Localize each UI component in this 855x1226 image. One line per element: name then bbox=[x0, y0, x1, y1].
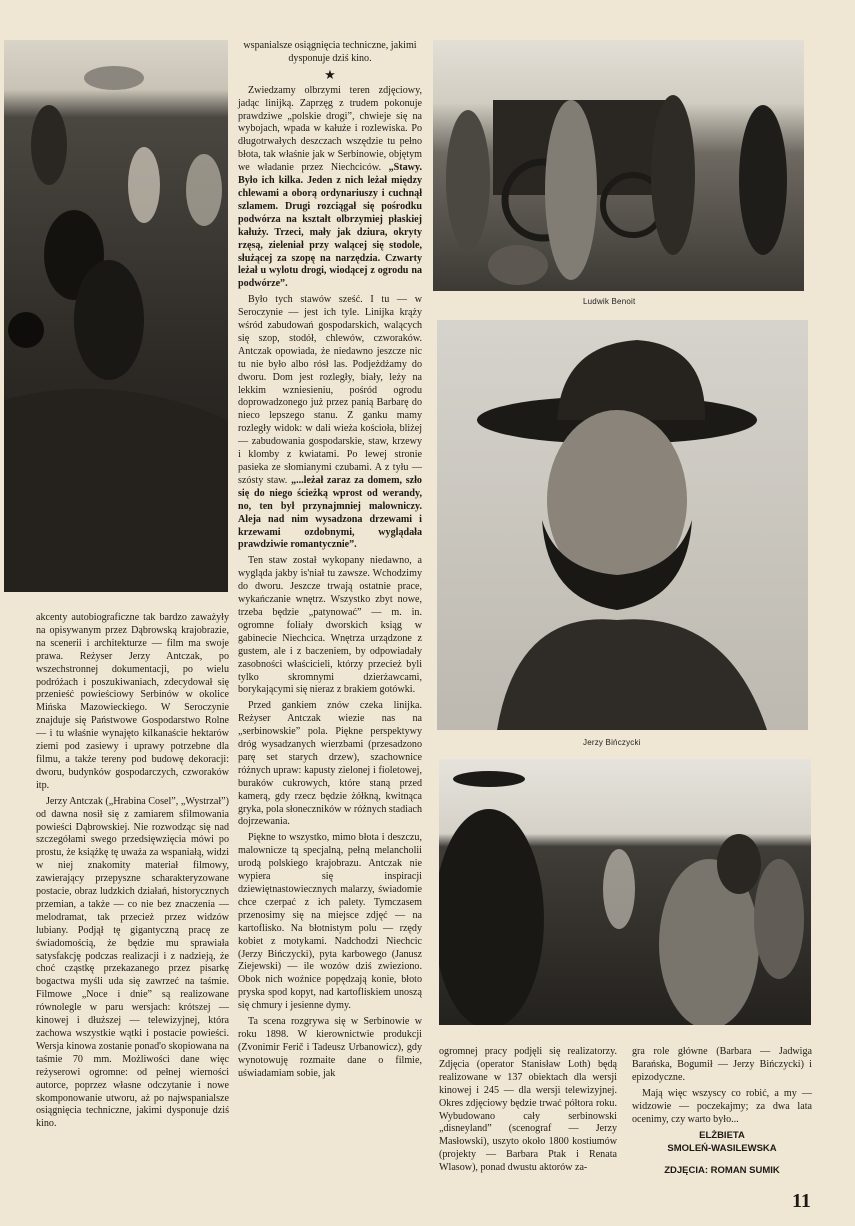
paragraph: Piękne to wszystko, mimo błota i deszczu, malownicze tą specjalną, pełną melancholii urodą polskiego krajobrazu. Antczak nie wypiera się inspiracji dziewiętnastowiecznych malarzy, świadomie chce czerpać z ich palety. Tymczasem przenosimy się na miejsce zdjęć — na kartoflisko. Na błotnistym polu — rzędy kobiet z motykami. Nadchodzi Niechcic (Jerzy Bińczycki), pyta karbowego (Janusz Ziejewski) — ile wozów dziś zwieziono. Obok nich woźnice popędzają konie, błoto pryska spod kopyt, nad kartofliskiem unoszą się chmury i jesienne dymy. bbox=[238, 832, 422, 1012]
star-divider: ★ bbox=[324, 66, 336, 82]
potato-harvest-image bbox=[439, 759, 811, 1025]
paragraph: Ten staw został wykopany niedawno, a wygląda jakby is'niał tu zawsze. Wchodzimy do dworu. Jeszcze trwają ostatnie prace, wykańczanie wnętrz. Wszystko zbyt nowe, trzeba będzie „patynować” — m. in. ogromne foliały dworskich ksiąg w gabinecie Niechcica. Wnętrza urządzone z gustem, ale i z baczeniem, by odpowiadały zasobności właścicieli, którzy przecież byli tylko skromnymi dzierżawcami, borykającymi się nieraz z brakiem gotówki. bbox=[238, 555, 422, 696]
photo-credit: ZDJĘCIA: ROMAN SUMIK bbox=[664, 1165, 780, 1177]
quote-bold: „Stawy. Było ich kilka. Jeden z nich leżał między chlewami a oborą ordynariuszy i cuchnął szlamem. Drugi rozciągał się pośrodku podwórza na kształt olbrzymiej płaskiej kałuży. Trzeci, mały jak dziura, okryty rzęsą, zieleniał przy walącej się stodole, służącej za szopę na narzędzia. Czwarty leżał u wylotu drogi, wiodącej z ogrodu na podwórze”. bbox=[238, 162, 422, 290]
caption-portrait: Jerzy Bińczycki bbox=[583, 738, 641, 747]
paragraph: Ta scena rozgrywa się w Serbinowie w roku 1898. W kierownictwie produkcji (Zvonimir Ferič i Tadeusz Urbanowicz), gdy wynotowuję rozmaite dane o filmie, uświadamiam sobie, jak bbox=[238, 1016, 422, 1079]
text-span: Było tych stawów sześć. I tu — w Seroczynie — jest ich tyle. Linijka krąży wśród zabudowań gospodarskich, walących się szop, stodół, chlewów, czworaków. Antczak opowiada, że niedawno jeszcze nic tu nie było albo rósł las. Podjeżdżamy do dworu. Dom jest rozległy, biały, leży na lekkim wzniesieniu, pośród ogrodu doprowadzonego już przez panią Barbarę do nieco lepszego stanu. Z ganku mamy rozległy widok: w dali wieża kościoła, bliżej — zabudowania gospodarskie, staw, krzewy i klomby z kwiatami. Po lewej stronie pasieka ze słomianymi czubami. A z tyłu — szósty staw. bbox=[238, 294, 422, 486]
text-span: Zwiedzamy olbrzymi teren zdjęciowy, jadąc linijką. Zaprzęg z trudem pokonuje prawdziwe „polskie drogi”, chwieje się na wybojach, wpada w kałuże i rozlewiska. Po długotrwałych deszczach wszędzie tu pełno błota, tak właśnie jak w Serbinowie, objętym we władanie przez Niechciców. bbox=[238, 84, 422, 174]
paragraph: akcenty autobiograficzne tak bardzo zaważyły na opisywanym przez Dąbrowską krajobrazie, na scenerii i architekturze — film ma swoje prawa. Reżyser Jerzy Antczak, po wszechstronnej dokumentacji, po wielu podróżach i poszukiwaniach, zdecydował się przenieść powieściowy Serbinów w okolice Mińska Mazowieckiego. W Seroczynie znajduje się Państwowe Gospodarstwo Rolne — i tu właśnie wynajęto kilkanaście hektarów ziemi pod zasiewy i uprawy potrzebne dla filmu, a także tereny pod budowę dekoracji: dworu, budynków gospodarczych, czworaków itp. bbox=[36, 612, 229, 791]
paragraph: Mają więc wszyscy co robić, a my — widzowie — poczekajmy; za dwa lata ocenimy, czy warto było... bbox=[632, 1087, 812, 1125]
photo-cart-scene bbox=[433, 40, 804, 291]
author-line-1: ELŻBIETA bbox=[699, 1130, 745, 1142]
paragraph bbox=[238, 85, 422, 292]
paragraph: gra role główne (Barbara — Jadwiga Barańska, Bogumił — Jerzy Bińczycki) i epizodyczne. bbox=[632, 1046, 812, 1083]
quote-bold: „...leżał zaraz za domem, szło się do niego ścieżką wprost od werandy, no, ten był przynajmniej malowniczy. Aleja nad nim wysadzona drzewami i krzewami ozdobnymi, wyglądała prawdziwie romantycznie”. bbox=[238, 474, 422, 551]
paragraph: wspanialsze osiągnięcia techniczne, jakimi dysponuje dziś kino. bbox=[243, 40, 417, 64]
author-line-2: SMOLEŃ-WASILEWSKA bbox=[667, 1143, 777, 1155]
portrait-image bbox=[437, 320, 808, 730]
column-right-b bbox=[632, 1046, 812, 1178]
paragraph: ogromnej pracy podjęli się realizatorzy. Zdjęcia (operator Stanisław Loth) będą realizowane w 137 obiektach dla wersji kinowej i 245 — dla wersji telewizyjnej. Okres zdjęciowy będzie trwać półtora roku. Wybudowano cały serbinowski „disneyland” (scenograf — Jerzy Masłowski), uszyto około 1800 kostiumów (projekty — Barbara Ptak i Renata Wlasow), ponad dwustu aktorów za- bbox=[439, 1046, 617, 1174]
column-middle bbox=[238, 40, 422, 1084]
cart-scene-image bbox=[433, 40, 804, 291]
page-number: 11 bbox=[792, 1190, 811, 1212]
column-right-a bbox=[439, 1046, 617, 1178]
photo-field-workers bbox=[4, 40, 228, 592]
paragraph: Jerzy Antczak („Hrabina Cosel”, „Wystrzał”) od dawna nosił się z zamiarem sfilmowania powieści Dąbrowskiej. Nie rozwodząc się nad szczegółami swego przedsięwzięcia mówi po prostu, że książkę tę uważa za wspaniałą, widzi w niej znakomity materiał filmowy, zawierający przepyszne scharakteryzowane postacie, obraz ludzkich działań, historycznych przemian, a także — co nie bez znaczenia — melodramat, tak przecież przez widzów lubiany. Podjął tę gigantyczną pracę ze świadomością, że będzie mu sprawiała satysfakcję podczas realizacji i z nadzieją, że choć cząstkę przekazanego przez pisarkę bogactwa myśli uda się zawrzeć na taśmie. Filmowe „Noce i dnie” są realizowane równolegle w paru wersjach: krótszej — kinowej i dłuższej — telewizyjnej, która zachowa wszystkie wątki i postacie powieści. Wersja kinowa zostanie ponad'o skopiowana na taśmie 70 mm. Możliwości dane więc reżyserowi ogromne: od pełnej wierności autorce, poprzez własne odczytanie i nowe skomponowanie utworu, aż po najwspanialsze osiągnięcia techniczne, jakimi dysponuje dziś kino. bbox=[36, 795, 229, 1130]
field-workers-image bbox=[4, 40, 228, 592]
photo-potato-harvest bbox=[439, 759, 811, 1025]
column-left bbox=[36, 612, 229, 1134]
paragraph bbox=[238, 294, 422, 552]
photo-portrait bbox=[437, 320, 808, 730]
caption-cart: Ludwik Benoit bbox=[583, 297, 636, 306]
paragraph: Przed gankiem znów czeka linijka. Reżyser Antczak wiezie nas na „serbinowskie” pola. Piękne perspektywy dróg wysadzanych wierzbami (przesadzono parę set starych drzew), szachownice różnych upraw: kapusty zielonej i fioletowej, buraków cukrowych, które staną przed kamerą, gdy rzecz będzie żółkną, kwitnąca gryka, pola słoneczników w różnych stadiach dojrzewania. bbox=[238, 700, 422, 828]
